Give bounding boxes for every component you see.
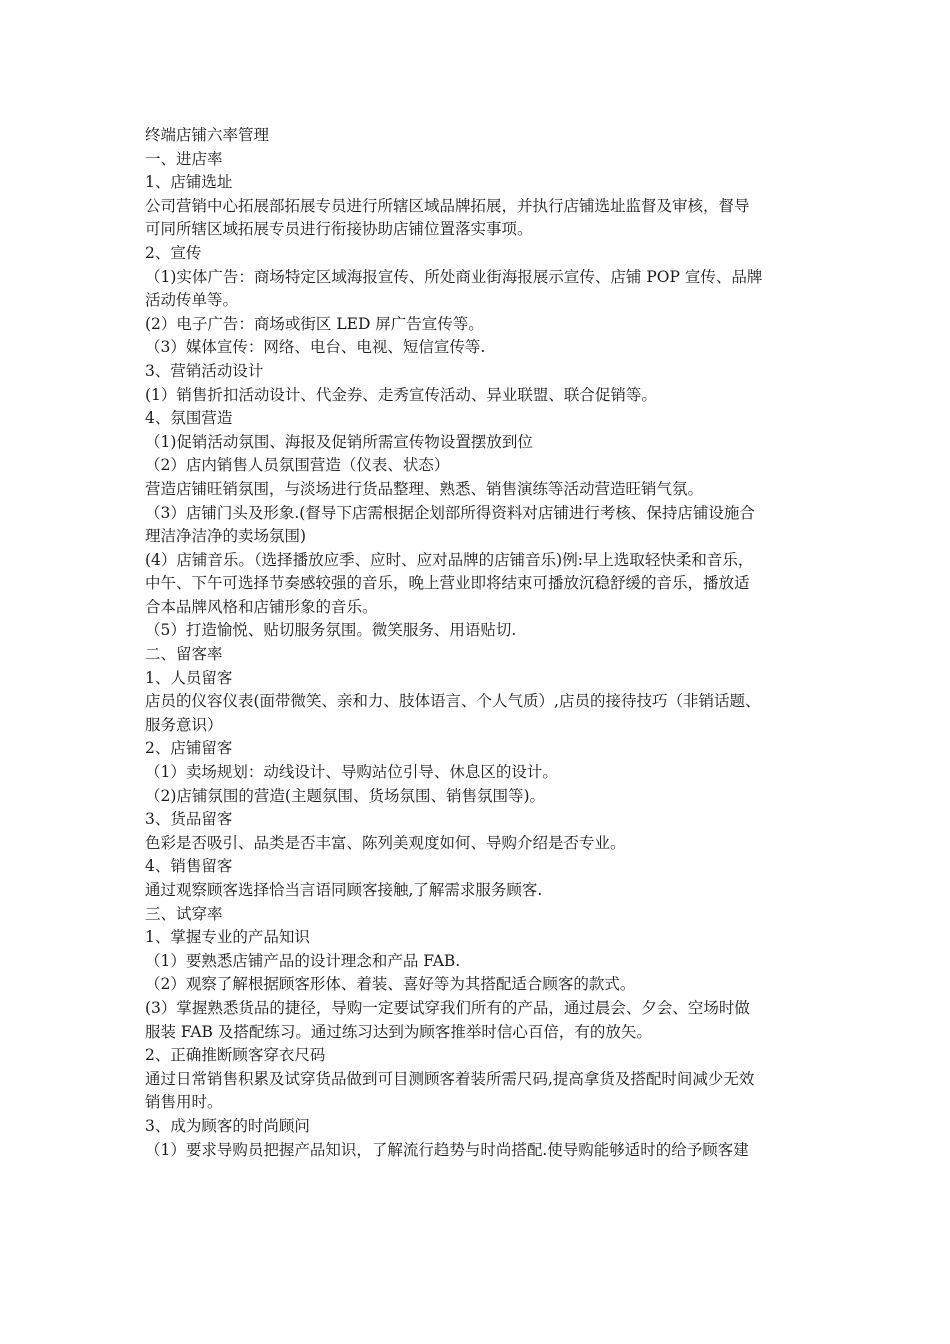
subsection-heading: 1、店铺选址 [145, 173, 233, 192]
paragraph-line: （1)促销活动氛围、海报及促销所需宣传物设置摆放到位 [145, 432, 533, 451]
paragraph-line: 销售用时。 [145, 1093, 223, 1112]
section-heading: 三、试穿率 [145, 904, 223, 923]
paragraph-line: 服装 FAB 及搭配练习。通过练习达到为顾客推举时信心百倍，有的放矢。 [145, 1022, 652, 1041]
paragraph-line: （3）店铺门头及形象.(督导下店需根据企划部所得资料对店铺进行考核、保持店铺设施合 [145, 503, 755, 522]
paragraph-line: （1）要求导购员把握产品知识，了解流行趋势与时尚搭配.使导购能够适时的给予顾客建 [145, 1140, 749, 1159]
paragraph-line: （1）卖场规划：动线设计、导购站位引导、休息区的设计。 [145, 763, 558, 782]
paragraph-line: (2）电子广告：商场或街区 LED 屏广告宣传等。 [145, 314, 484, 333]
paragraph-line: （2）观察了解根据顾客形体、着装、喜好等为其搭配适合顾客的款式。 [145, 975, 636, 994]
section-heading: 一、进店率 [145, 149, 223, 168]
paragraph-line: (3）掌握熟悉货品的捷径，导购一定要试穿我们所有的产品，通过晨会、夕会、空场时做 [145, 998, 750, 1017]
subsection-heading: 3、货品留客 [145, 810, 233, 829]
paragraph-line: 店员的仪容仪表(面带微笑、亲和力、肢体语言、个人气质）,店员的接待技巧（非销话题、 [145, 692, 761, 711]
paragraph-line: 服务意识） [145, 715, 223, 734]
subsection-heading: 3、成为顾客的时尚顾问 [145, 1116, 310, 1135]
subsection-heading: 4、氛围营造 [145, 409, 233, 428]
paragraph-line: （2)店铺氛围的营造(主题氛围、货场氛围、销售氛围等)。 [145, 786, 546, 805]
paragraph-line: (1）销售折扣活动设计、代金券、走秀宣传活动、异业联盟、联合促销等。 [145, 385, 657, 404]
paragraph-line: 营造店铺旺销氛围，与淡场进行货品整理、熟悉、销售演练等活动营造旺销气氛。 [145, 479, 704, 498]
subsection-heading: 4、销售留客 [145, 857, 233, 876]
paragraph-line: （1）要熟悉店铺产品的设计理念和产品 FAB. [145, 951, 461, 970]
paragraph-line: （3）媒体宣传：网络、电台、电视、短信宣传等. [145, 338, 486, 357]
paragraph-line: (4）店铺音乐。（选择播放应季、应时、应对品牌的店铺音乐)例:早上选取轻快柔和音乐， [145, 550, 754, 569]
paragraph-line: 通过日常销售积累及试穿货品做到可目测顾客着装所需尺码,提高拿货及搭配时间减少无效 [145, 1069, 755, 1088]
section-heading: 二、留客率 [145, 645, 223, 664]
paragraph-line: 合本品牌风格和店铺形象的音乐。 [145, 597, 378, 616]
doc-title: 终端店铺六率管理 [145, 126, 270, 144]
paragraph-line: （1)实体广告：商场特定区域海报宣传、所处商业街海报展示宣传、店铺 POP 宣传、品牌 [145, 267, 763, 286]
paragraph-line: 公司营销中心拓展部拓展专员进行所辖区域品牌拓展，并执行店铺选址监督及审核，督导 [145, 196, 750, 215]
subsection-heading: 2、正确推断顾客穿衣尺码 [145, 1046, 326, 1065]
subsection-heading: 2、店铺留客 [145, 739, 233, 758]
paragraph-line: （2）店内销售人员氛围营造（仪表、状态） [145, 456, 450, 475]
paragraph-line: 理洁净洁净的卖场氛围) [145, 527, 307, 546]
subsection-heading: 1、人员留客 [145, 668, 233, 687]
paragraph-line: 中午、下午可选择节奏感较强的音乐，晚上营业即将结束可播放沉稳舒缓的音乐，播放适 [145, 574, 750, 593]
paragraph-line: 活动传单等。 [145, 291, 239, 310]
subsection-heading: 2、宣传 [145, 243, 202, 262]
paragraph-line: （5）打造愉悦、贴切服务氛围。微笑服务、用语贴切. [145, 621, 517, 640]
subsection-heading: 3、营销活动设计 [145, 361, 264, 380]
subsection-heading: 1、掌握专业的产品知识 [145, 928, 310, 947]
paragraph-line: 通过观察顾客选择恰当言语同顾客接触,了解需求服务顾客. [145, 881, 543, 899]
document-body [145, 124, 825, 1162]
paragraph-line: 可同所辖区域拓展专员进行衔接协助店铺位置落实事项。 [145, 220, 533, 239]
paragraph-line: 色彩是否吸引、品类是否丰富、陈列美观度如何、导购介绍是否专业。 [145, 833, 626, 852]
